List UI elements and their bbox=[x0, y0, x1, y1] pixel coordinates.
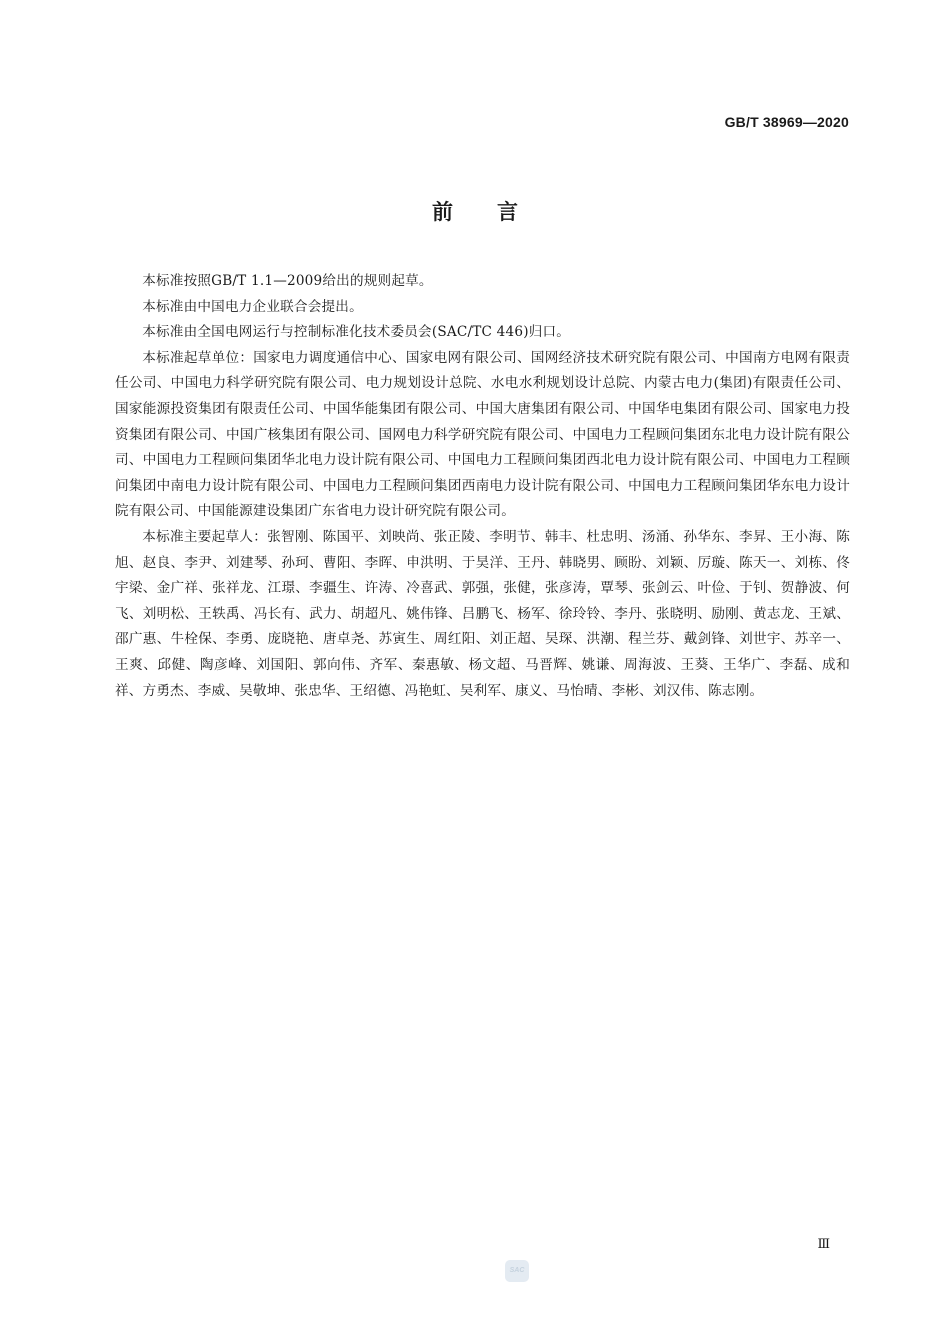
sac-logo-icon: SAC bbox=[505, 1260, 529, 1282]
paragraph-drafting-units: 本标准起草单位：国家电力调度通信中心、国家电网有限公司、国网经济技术研究院有限公司、中国南方电网有限责任公司、中国电力科学研究院有限公司、电力规划设计总院、水电水利规划设计总院、内蒙古电力(集团)有限责任公司、国家能源投资集团有限责任公司、中国华能集团有限公司、中国大唐集团有限公司、中国华电集团有限公司、国家电力投资集团有限公司、中国广核集团有限公司、国网电力科学研究院有限公司、中国电力工程顾问集团东北电力设计院有限公司、中国电力工程顾问集团华北电力设计院有限公司、中国电力工程顾问集团西北电力设计院有限公司、中国电力工程顾问集团中南电力设计院有限公司、中国电力工程顾问集团西南电力设计院有限公司、中国电力工程顾问集团华东电力设计院有限公司、中国能源建设集团广东省电力设计研究院有限公司。 bbox=[115, 349, 850, 520]
paragraph-drafters: 本标准主要起草人：张智刚、陈国平、刘映尚、张正陵、李明节、韩丰、杜忠明、汤涌、孙华东、李昇、王小海、陈旭、赵良、李尹、刘建琴、孙珂、曹阳、李晖、申洪明、于昊洋、王丹、韩晓男、顾盼、刘颖、厉璇、陈天一、刘栋、佟宇梁、金广祥、张祥龙、江璟、李疆生、许涛、冷喜武、郭强，张健，张彦涛，覃琴、张剑云、叶俭、于钊、贺静波、何飞、刘明松、王轶禹、冯长有、武力、胡超凡、姚伟锋、吕鹏飞、杨军、徐玲铃、李丹、张晓明、励刚、黄志龙、王斌、邵广惠、牛栓保、李勇、庞晓艳、唐卓尧、苏寅生、周红阳、刘正超、吴琛、洪潮、程兰芬、戴剑锋、刘世宇、苏辛一、王爽、邱健、陶彦峰、刘国阳、郭向伟、齐军、秦惠敏、杨文超、马晋辉、姚谦、周海波、王葵、王华广、李磊、成和祥、方勇杰、李威、吴敬坤、张忠华、王绍德、冯艳虹、吴利军、康义、马怡晴、李彬、刘汉伟、陈志刚。 bbox=[115, 528, 850, 699]
paragraph-proposer: 本标准由中国电力企业联合会提出。 bbox=[142, 298, 363, 315]
standard-code: GB/T 38969—2020 bbox=[724, 114, 849, 130]
page-title: 前言 bbox=[432, 200, 562, 224]
foreword-body bbox=[115, 269, 850, 704]
paragraph-drafting-rules: 本标准按照GB/T 1.1—2009给出的规则起草。 bbox=[142, 273, 433, 289]
paragraph-administrator: 本标准由全国电网运行与控制标准化技术委员会(SAC/TC 446)归口。 bbox=[142, 324, 571, 341]
page-number: Ⅲ bbox=[817, 1237, 830, 1252]
